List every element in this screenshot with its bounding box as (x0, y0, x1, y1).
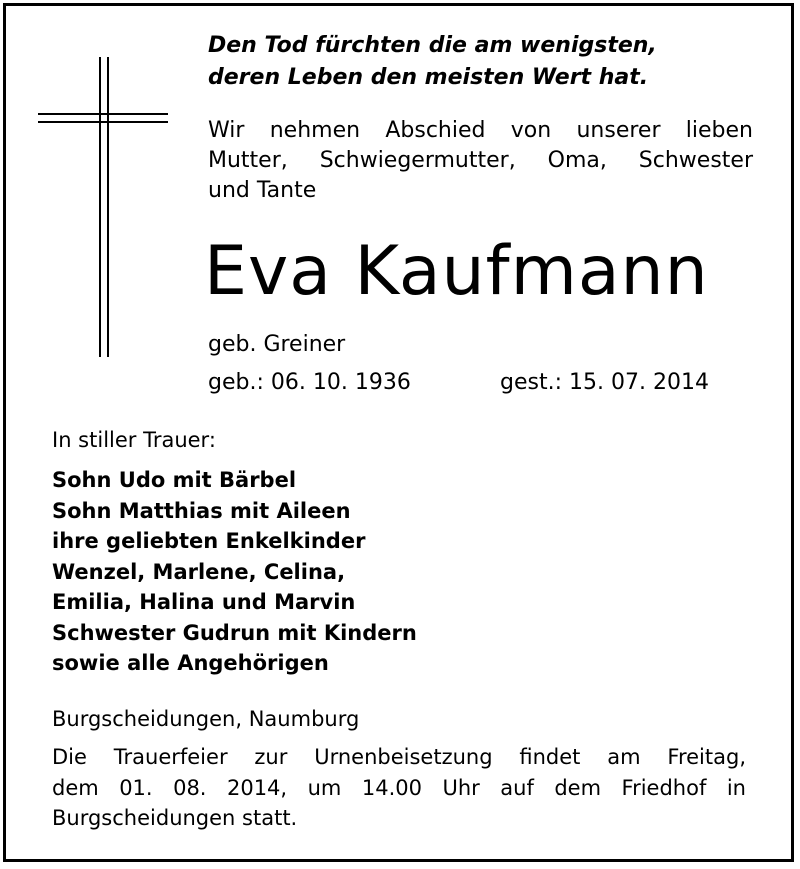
death-date: gest.: 15. 07. 2014 (500, 370, 709, 395)
motto-line: deren Leben den meisten Wert hat. (208, 65, 649, 90)
intro-text (208, 116, 753, 206)
mourning-heading: In stiller Trauer: (52, 428, 216, 452)
service-line: Burgscheidungen statt. (52, 806, 298, 830)
list-item: Sohn Udo mit Bärbel (52, 468, 297, 492)
list-item: Emilia, Halina und Marvin (52, 590, 356, 614)
intro-line: und Tante (208, 178, 317, 203)
mourners-list (52, 465, 417, 679)
cross-vertical-beam (99, 57, 109, 357)
service-line: dem 01. 08. 2014, um 14.00 Uhr auf dem Friedhof in (52, 775, 746, 800)
list-item: ihre geliebten Enkelkinder (52, 529, 366, 553)
cross-intersection (99, 113, 109, 123)
mourners-location: Burgscheidungen, Naumburg (52, 707, 360, 731)
motto-line: Den Tod fürchten die am wenigsten, (208, 33, 657, 58)
maiden-name: geb. Greiner (208, 332, 346, 357)
list-item: sowie alle Angehörigen (52, 651, 329, 675)
list-item: Sohn Matthias mit Aileen (52, 498, 351, 523)
motto-quote (208, 30, 657, 94)
list-item: Wenzel, Marlene, Celina, (52, 559, 346, 584)
list-item: Schwester Gudrun mit Kindern (52, 620, 417, 645)
intro-line: Wir nehmen Abschied von unserer lieben (208, 118, 753, 143)
intro-line: Mutter, Schwiegermutter, Oma, Schwester (208, 148, 753, 173)
service-line: Die Trauerfeier zur Urnenbeisetzung findet am Freitag, (52, 745, 746, 769)
funeral-service-text (52, 742, 746, 834)
deceased-name: Eva Kaufmann (204, 232, 709, 311)
birth-date: geb.: 06. 10. 1936 (208, 370, 411, 395)
